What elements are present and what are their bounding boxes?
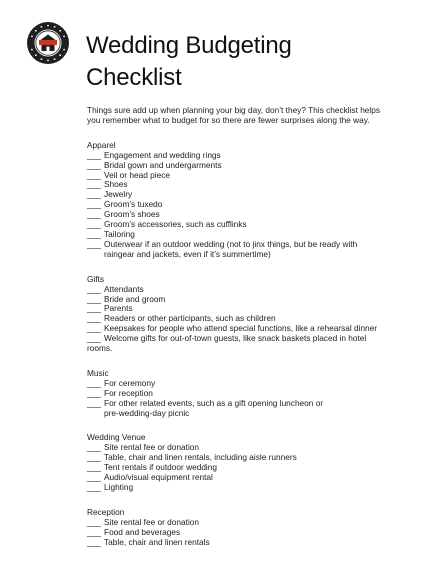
item-label: Parents xyxy=(104,303,133,314)
section-reception xyxy=(87,508,387,548)
checkbox-blank[interactable]: ___ xyxy=(87,238,101,249)
item-label: Bride and groom xyxy=(104,293,166,304)
checkbox-blank[interactable]: ___ xyxy=(87,526,101,537)
checkbox-blank[interactable]: ___ xyxy=(87,462,101,473)
item-label xyxy=(87,333,387,354)
item-label: Tailoring xyxy=(104,228,135,239)
section-music xyxy=(87,369,387,419)
item-label: Readers or other participants, such as children xyxy=(104,313,276,324)
title-line-1: Wedding Budgeting xyxy=(86,32,292,59)
section-wedding-venue xyxy=(87,433,387,492)
page-title xyxy=(86,30,292,94)
checkbox-blank[interactable]: ___ xyxy=(87,293,101,304)
section-title: Gifts xyxy=(87,273,105,284)
item-label: For reception xyxy=(104,387,153,398)
intro-line-1: Things sure add up when planning your big day, don’t they? This checklist helps xyxy=(87,105,381,115)
item-label: Groom’s accessories, such as cufflinks xyxy=(104,219,247,230)
checkbox-blank[interactable]: ___ xyxy=(87,159,101,170)
list-item[interactable] xyxy=(87,285,387,295)
checkbox-blank[interactable]: ___ xyxy=(87,149,101,160)
item-label: Groom’s shoes xyxy=(104,209,160,220)
item-label: Site rental fee or donation xyxy=(104,442,200,453)
checkbox-blank[interactable]: ___ xyxy=(87,482,101,492)
checkbox-blank[interactable]: ___ xyxy=(87,209,101,220)
section-title: Wedding Venue xyxy=(87,432,146,443)
intro-line-2: you remember what to budget for so there are fewer surprises along the way. xyxy=(87,114,370,125)
section-title: Reception xyxy=(87,506,125,517)
seal-logo-icon xyxy=(26,21,70,65)
checkbox-blank[interactable]: ___ xyxy=(87,442,101,453)
checkbox-blank[interactable]: ___ xyxy=(87,313,101,324)
checkbox-blank[interactable]: ___ xyxy=(87,387,101,398)
checkbox-blank[interactable]: ___ xyxy=(87,189,101,200)
checkbox-blank[interactable]: ___ xyxy=(87,303,101,314)
item-label: Attendants xyxy=(104,283,144,294)
item-label xyxy=(104,240,387,260)
item-label-line-2: raingear and jackets, even if it’s summertime) xyxy=(104,248,271,259)
item-label: Lighting xyxy=(104,482,134,492)
list-item[interactable] xyxy=(87,334,387,354)
section-apparel xyxy=(87,141,387,260)
checkbox-blank[interactable]: ___ xyxy=(87,199,101,210)
section-title: Music xyxy=(87,367,109,378)
checkbox-blank[interactable]: ___ xyxy=(87,169,101,180)
item-label: Veil or head piece xyxy=(104,169,170,180)
checkbox-blank[interactable]: ___ xyxy=(87,179,101,190)
checkbox-blank[interactable]: ___ xyxy=(87,452,101,463)
item-label: Table, chair and linen rentals xyxy=(104,536,210,547)
checklist-content xyxy=(87,106,387,563)
item-label-line-2: rooms. xyxy=(87,343,113,354)
item-label: Table, chair and linen rentals, including aisle runners xyxy=(104,452,297,463)
item-label: Bridal gown and undergarments xyxy=(104,159,222,170)
checkbox-blank[interactable]: ___ xyxy=(87,377,101,388)
item-label-line-1: For other related events, such as a gift opening luncheon or xyxy=(104,397,324,408)
checkbox-blank[interactable]: ___ xyxy=(87,219,101,230)
item-label: Keepsakes for people who attend special functions, like a rehearsal dinner xyxy=(104,323,378,334)
item-label-line-1: Welcome gifts for out-of-town guests, like snack baskets placed in hotel xyxy=(104,333,367,344)
checkbox-blank[interactable]: ___ xyxy=(87,333,101,344)
checkbox-blank[interactable]: ___ xyxy=(87,516,101,527)
list-item[interactable] xyxy=(87,538,387,548)
checkbox-blank[interactable]: ___ xyxy=(87,283,101,294)
item-label-line-2: pre-wedding-day picnic xyxy=(104,407,190,418)
item-label: Jewelry xyxy=(104,189,133,200)
checkbox-blank[interactable]: ___ xyxy=(87,472,101,483)
section-title: Apparel xyxy=(87,139,116,150)
title-line-2: Checklist xyxy=(86,64,182,91)
list-item[interactable] xyxy=(87,180,387,190)
checkbox-blank[interactable]: ___ xyxy=(87,323,101,334)
list-item[interactable] xyxy=(87,399,387,419)
item-label: Shoes xyxy=(104,179,128,190)
item-label: Audio/visual equipment rental xyxy=(104,472,213,483)
item-label xyxy=(104,399,387,419)
item-label: Groom’s tuxedo xyxy=(104,199,163,210)
item-label: Tent rentals if outdoor wedding xyxy=(104,462,218,473)
item-label: For ceremony xyxy=(104,377,156,388)
list-item[interactable] xyxy=(87,483,387,493)
list-item[interactable] xyxy=(87,171,387,181)
item-label-line-1: Outerwear if an outdoor wedding (not to jinx things, but be ready with xyxy=(104,238,358,249)
item-label: Food and beverages xyxy=(104,526,181,537)
list-item[interactable] xyxy=(87,240,387,260)
checkbox-blank[interactable]: ___ xyxy=(87,397,101,408)
checkbox-blank[interactable]: ___ xyxy=(87,536,101,547)
item-label: Engagement and wedding rings xyxy=(104,149,221,160)
intro-paragraph xyxy=(87,106,387,126)
item-label: Site rental fee or donation xyxy=(104,516,200,527)
checkbox-blank[interactable]: ___ xyxy=(87,228,101,239)
section-gifts xyxy=(87,275,387,354)
